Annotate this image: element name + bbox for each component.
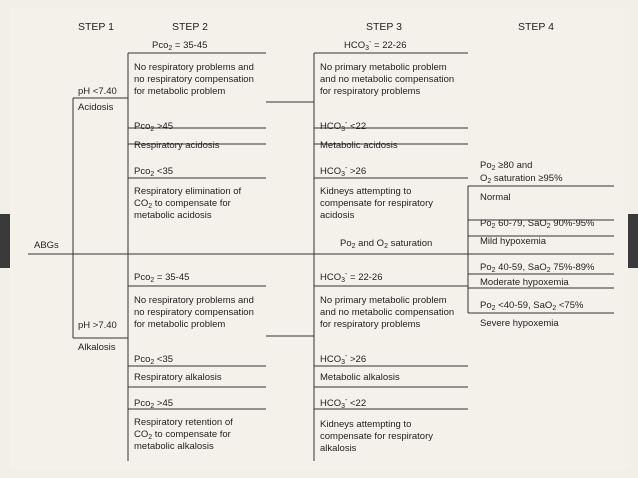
alk-s3-normal-l3: for respiratory problems (320, 319, 421, 330)
alk-s2-normal-l2: no respiratory compensation (134, 307, 254, 318)
acid-s2-normal-l1: No respiratory problems and (134, 62, 254, 73)
alk-s2-low-l1: Respiratory alkalosis (134, 372, 222, 383)
acidosis-ph: pH <7.40 (78, 86, 117, 97)
left-edge-bar (0, 214, 10, 268)
alk-s2-normal-l1: No respiratory problems and (134, 295, 254, 306)
acid-s3-normal-l1: No primary metabolic problem (320, 62, 447, 73)
oxy-severe-crit: $Po_2 <40-59$, SaO$_2$ <75% (480, 300, 584, 312)
step4-header: STEP 4 (518, 21, 554, 33)
oxy-mild-label: Mild hypoxemia (480, 236, 546, 247)
alk-s2-normal-l3: for metabolic problem (134, 319, 226, 330)
acid-hco3-normal: $HCO_3^- = 22-26$ (344, 39, 407, 52)
alk-s2-high-l2: $CO_2$ to compensate for (134, 429, 231, 441)
right-edge-bar (628, 214, 638, 268)
alk-pco2-high: Pco$_2$ >45 (134, 398, 174, 410)
oxy-normal-crit-2: $O_2$ saturation ≥95% (480, 173, 563, 185)
alk-hco3-high: $HCO_3^- >26$ (320, 353, 367, 366)
alk-s2-high-l3: metabolic alkalosis (134, 441, 214, 452)
acid-s3-high-l1: Kidneys attempting to (320, 186, 412, 197)
acid-s3-high-l2: compensate for respiratory (320, 198, 433, 209)
alk-hco3-normal: $HCO_3^- = 22-26$ (320, 271, 383, 284)
alk-s3-low-l1: Kidneys attempting to (320, 419, 412, 430)
acid-s2-low-l2: $CO_2$ to compensate for (134, 198, 231, 210)
acid-pco2-high: Pco$_2$ >45 (134, 121, 174, 133)
alk-s3-high-l1: Metabolic alkalosis (320, 372, 400, 383)
alk-s3-normal-l2: and no metabolic compensation (320, 307, 455, 318)
acid-s2-low-l3: metabolic acidosis (134, 210, 212, 221)
acid-s3-normal-l3: for respiratory problems (320, 86, 421, 97)
alk-hco3-low: $HCO_3^- <22$ (320, 397, 367, 410)
acid-s3-low-l1: Metabolic acidosis (320, 140, 398, 151)
abg-flowchart (10, 8, 628, 470)
acid-s2-low-l1: Respiratory elimination of (134, 186, 242, 197)
oxy-normal-crit-1: $Po_2 \ge 80$ and (480, 160, 533, 172)
oxy-severe-label: Severe hypoxemia (480, 318, 559, 329)
acid-hco3-high: $HCO_3^- >26$ (320, 165, 367, 178)
step3-header: STEP 3 (366, 21, 402, 33)
alk-s2-high-l1: Respiratory retention of (134, 417, 233, 428)
step1-header: STEP 1 (78, 21, 114, 33)
alk-s3-low-l3: alkalosis (320, 443, 357, 454)
oxy-moderate-crit: $Po_2$ 40-59, SaO$_2$ 75%-89% (480, 262, 595, 274)
acid-pco2-low: Pco$_2$ <35 (134, 166, 174, 178)
acid-s2-normal-l2: no respiratory compensation (134, 74, 254, 85)
acid-s2-high-l1: Respiratory acidosis (134, 140, 220, 151)
acid-s2-normal-l3: for metabolic problem (134, 86, 226, 97)
step2-header: STEP 2 (172, 21, 208, 33)
alk-s3-normal-l1: No primary metabolic problem (320, 295, 447, 306)
oxy-mild-crit: $Po_2$ 60-79, SaO$_2$ 90%-95% (480, 218, 595, 230)
acidosis-label: Acidosis (78, 102, 114, 113)
alk-s3-low-l2: compensate for respiratory (320, 431, 433, 442)
oxy-normal-label: Normal (480, 192, 511, 203)
acid-s3-high-l3: acidosis (320, 210, 355, 221)
alkalosis-label: Alkalosis (78, 342, 116, 353)
acid-s3-normal-l2: and no metabolic compensation (320, 74, 455, 85)
alk-pco2-low: Pco$_2$ <35 (134, 354, 174, 366)
abgs-label: ABGs (34, 240, 59, 251)
alk-pco2-normal: Pco$_2$ = 35-45 (134, 272, 190, 284)
alkalosis-ph: pH >7.40 (78, 320, 117, 331)
oxygen-label: $Po_2$ and $O_2$ saturation (340, 238, 433, 250)
acid-pco2-normal: Pco$_2$ = 35-45 (152, 40, 208, 52)
acid-hco3-low: $HCO_3^- <22$ (320, 120, 367, 133)
oxy-moderate-label: Moderate hypoxemia (480, 277, 569, 288)
